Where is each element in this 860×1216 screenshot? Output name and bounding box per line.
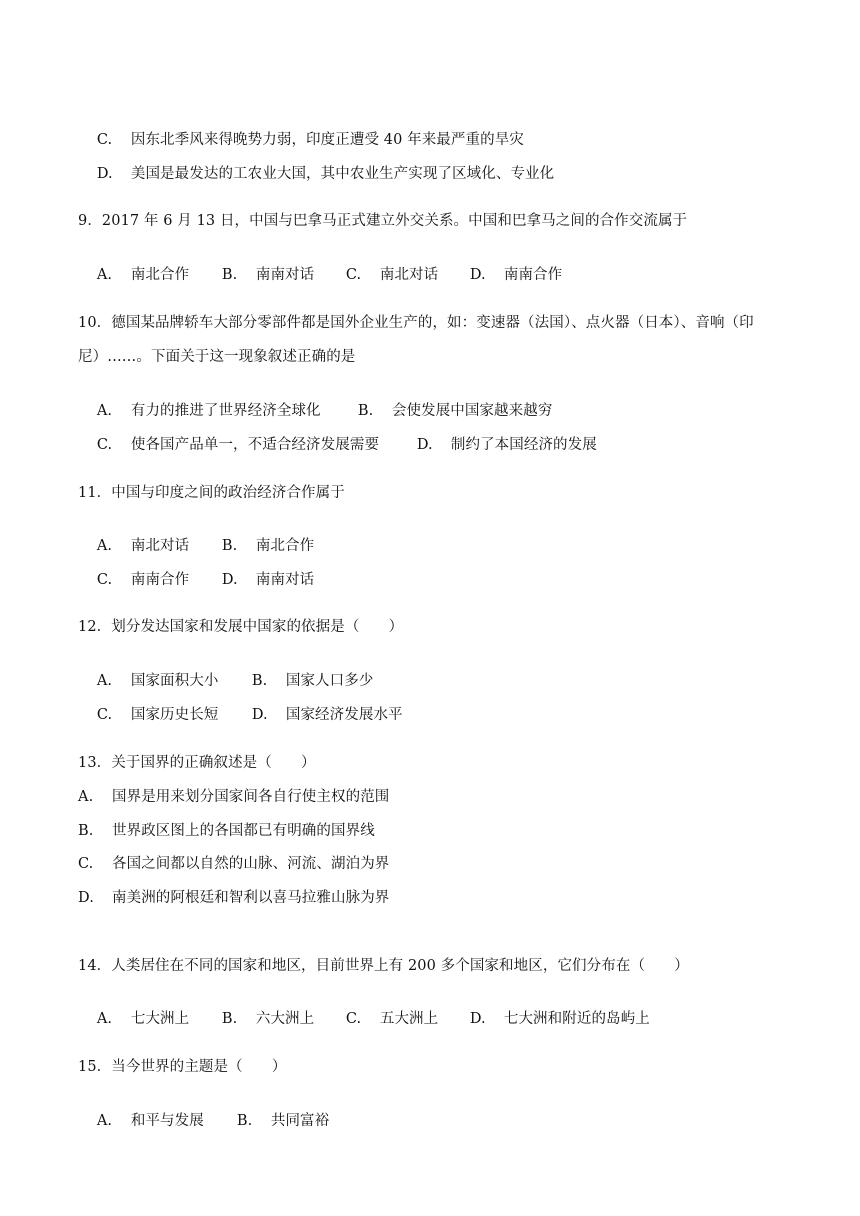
q8-option-d [78,144,554,204]
q14-option-a [97,1009,222,1029]
option-text: 国家人口多少 [285,673,374,689]
option-label: B. [251,673,268,689]
option-label: B. [221,267,238,283]
option-text: 南美洲的阿根廷和智利以喜马拉雅山脉为界 [112,890,390,906]
q14-options [78,989,650,1049]
q13-option-d [78,888,389,908]
q11-stem: 11．中国与印度之间的政治经济合作属于 [78,485,345,501]
q9-option-d [470,265,562,285]
q9-option-a [97,265,222,285]
q13-option-a [78,787,389,807]
option-label: D. [251,707,268,723]
q12-options-row2 [78,685,403,745]
q11-option-c [97,570,222,590]
option-text: 会使发展中国家越来越穷 [391,403,553,419]
option-label: C. [96,437,113,453]
option-label: D. [416,437,433,453]
q12-option-c [97,705,252,725]
option-label: A. [96,1011,113,1027]
option-label: B. [357,403,374,419]
option-text: 使各国产品单一，不适合经济发展需要 [130,437,380,453]
option-text: 五大洲上 [379,1011,439,1027]
option-text: 世界政区图上的各国都已有明确的国界线 [112,823,375,839]
option-text: 国家历史长短 [130,707,219,723]
q14-option-c [346,1009,470,1029]
q10-stem-line1: 10．德国某品牌轿车大部分零部件都是国外企业生产的，如：变速器（法国）、点火器（日本）、音响（印 [78,315,754,331]
option-text: 南南合作 [503,267,563,283]
q10-stem-line2: 尼）……。下面关于这一现象叙述正确的是 [78,349,356,365]
option-text: 有力的推进了世界经济全球化 [130,403,321,419]
q15-option-a [97,1111,237,1131]
option-label: C. [96,132,113,148]
option-label: A. [96,403,113,419]
option-text: 七大洲上 [130,1011,190,1027]
q15-options [78,1091,329,1151]
q12-stem: 12．划分发达国家和发展中国家的依据是（ ） [78,619,404,635]
q15-option-b [237,1111,329,1131]
option-label: D. [221,572,238,588]
option-label: A. [96,1113,113,1129]
q10-option-c [97,435,417,455]
q14-option-b [222,1009,346,1029]
q13-option-c [78,854,389,874]
option-text: 七大洲和附近的岛屿上 [503,1011,650,1027]
option-text: 各国之间都以自然的山脉、河流、湖泊为界 [112,856,390,872]
option-label: A. [96,267,113,283]
q11-option-d [222,570,314,590]
option-text: 南北合作 [130,267,190,283]
option-label: D. [78,890,94,906]
option-text: 南北合作 [255,538,315,554]
option-label: D. [96,166,113,182]
option-text: 南南合作 [130,572,190,588]
option-text: 国家经济发展水平 [285,707,403,723]
q14-option-d [470,1009,650,1029]
option-text: 因东北季风来得晚势力弱，印度正遭受 40 年来最严重的旱灾 [130,132,524,148]
option-text: 六大洲上 [255,1011,315,1027]
q9-option-c [346,265,470,285]
option-label: C. [96,707,113,723]
option-label: B. [236,1113,253,1129]
option-text: 制约了本国经济的发展 [450,437,597,453]
option-text: 共同富裕 [270,1113,330,1129]
option-label: C. [345,1011,362,1027]
option-text: 南南对话 [255,267,315,283]
option-label: A. [78,789,94,805]
q11-options-row2 [78,550,314,610]
option-label: B. [221,1011,238,1027]
option-text: 国界是用来划分国家间各自行使主权的范围 [112,789,390,805]
option-text: 南北对话 [130,538,190,554]
option-text: 南北对话 [379,267,439,283]
option-text: 南南对话 [255,572,315,588]
option-label: B. [221,538,238,554]
option-label: C. [345,267,362,283]
q13-stem: 13．关于国界的正确叙述是（ ） [78,755,316,771]
q10-options-row2 [78,415,597,475]
q14-stem: 14．人类居住在不同的国家和地区，目前世界上有 200 多个国家和地区，它们分布在（ ） [78,958,689,974]
q9-option-b [222,265,346,285]
option-label: B. [78,823,94,839]
q9-options [78,245,562,305]
q15-stem: 15．当今世界的主题是（ ） [78,1059,287,1075]
option-label: C. [96,572,113,588]
option-label: D. [469,1011,486,1027]
q12-option-d [252,705,403,725]
option-text: 美国是最发达的工农业大国，其中农业生产实现了区域化、专业化 [130,166,555,182]
option-label: C. [78,856,94,872]
q13-option-b [78,821,375,841]
q9-stem: 9．2017 年 6 月 13 日，中国与巴拿马正式建立外交关系。中国和巴拿马之间的合作交流属于 [78,213,688,229]
option-text: 国家面积大小 [130,673,219,689]
option-text: 和平与发展 [130,1113,204,1129]
option-label: D. [469,267,486,283]
option-label: A. [96,538,113,554]
option-label: A. [96,673,113,689]
q10-option-d [417,435,597,455]
